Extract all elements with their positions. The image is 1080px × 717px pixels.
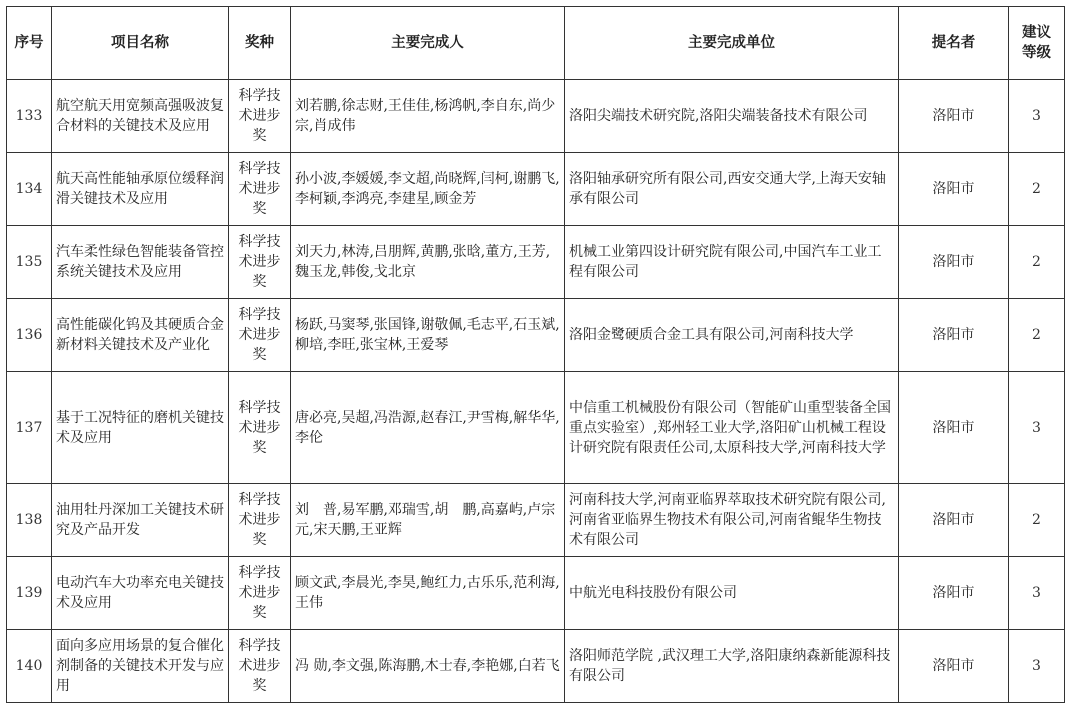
col-header-award: 奖种: [229, 7, 291, 80]
nominator: 洛阳市: [899, 226, 1009, 299]
col-header-persons: 主要完成人: [291, 7, 565, 80]
table-row: [7, 372, 1065, 484]
awards-table: [6, 6, 1065, 703]
project-name: 面向多应用场景的复合催化剂制备的关键技术开发与应用: [52, 630, 229, 703]
table-row: [7, 80, 1065, 153]
nominator: 洛阳市: [899, 80, 1009, 153]
col-header-level: 建议等级: [1009, 7, 1065, 80]
awards-table-container: [6, 6, 1065, 703]
nominator: 洛阳市: [899, 153, 1009, 226]
project-name: 基于工况特征的磨机关键技术及应用: [52, 372, 229, 484]
table-row: [7, 484, 1065, 557]
project-name: 航天高性能轴承原位缓释润滑关键技术及应用: [52, 153, 229, 226]
nominator: 洛阳市: [899, 557, 1009, 630]
table-row: [7, 226, 1065, 299]
table-row: [7, 153, 1065, 226]
suggested-level: 3: [1009, 80, 1065, 153]
suggested-level: 2: [1009, 153, 1065, 226]
row-no: 139: [7, 557, 52, 630]
row-no: 134: [7, 153, 52, 226]
award-type: 科学技术进步奖: [229, 557, 291, 630]
award-type: 科学技术进步奖: [229, 226, 291, 299]
project-name: 汽车柔性绿色智能装备管控系统关键技术及应用: [52, 226, 229, 299]
main-persons: 杨跃,马窦琴,张国锋,谢敬佩,毛志平,石玉斌,柳培,李旺,张宝林,王爱琴: [291, 299, 565, 372]
col-header-no: 序号: [7, 7, 52, 80]
main-persons: 刘天力,林涛,吕朋辉,黄鹏,张晗,董方,王芳,魏玉龙,韩俊,戈北京: [291, 226, 565, 299]
award-type: 科学技术进步奖: [229, 630, 291, 703]
suggested-level: 3: [1009, 557, 1065, 630]
nominator: 洛阳市: [899, 484, 1009, 557]
award-type: 科学技术进步奖: [229, 484, 291, 557]
main-units: 河南科技大学,河南亚临界萃取技术研究院有限公司,河南省亚临界生物技术有限公司,河南省鲲华生物技术有限公司: [565, 484, 899, 557]
project-name: 高性能碳化钨及其硬质合金新材料关键技术及产业化: [52, 299, 229, 372]
main-units: 中信重工机械股份有限公司（智能矿山重型装备全国重点实验室）,郑州轻工业大学,洛阳矿山机械工程设计研究院有限责任公司,太原科技大学,河南科技大学: [565, 372, 899, 484]
main-units: 洛阳金鹭硬质合金工具有限公司,河南科技大学: [565, 299, 899, 372]
award-type: 科学技术进步奖: [229, 372, 291, 484]
col-header-name: 项目名称: [52, 7, 229, 80]
main-persons: 唐必亮,吴超,冯浩源,赵春江,尹雪梅,解华华,李伦: [291, 372, 565, 484]
suggested-level: 2: [1009, 484, 1065, 557]
nominator: 洛阳市: [899, 630, 1009, 703]
award-type: 科学技术进步奖: [229, 80, 291, 153]
main-units: 机械工业第四设计研究院有限公司,中国汽车工业工程有限公司: [565, 226, 899, 299]
award-type: 科学技术进步奖: [229, 299, 291, 372]
main-units: 洛阳师范学院 ,武汉理工大学,洛阳康纳森新能源科技有限公司: [565, 630, 899, 703]
main-persons: 刘 普,易军鹏,邓瑞雪,胡 鹏,高嘉屿,卢宗元,宋天鹏,王亚辉: [291, 484, 565, 557]
row-no: 135: [7, 226, 52, 299]
col-header-units: 主要完成单位: [565, 7, 899, 80]
project-name: 油用牡丹深加工关键技术研究及产品开发: [52, 484, 229, 557]
header-row: [7, 7, 1065, 80]
table-row: [7, 630, 1065, 703]
nominator: 洛阳市: [899, 299, 1009, 372]
main-persons: 顾文武,李晨光,李昊,鲍红力,古乐乐,范利海,王伟: [291, 557, 565, 630]
suggested-level: 2: [1009, 226, 1065, 299]
row-no: 140: [7, 630, 52, 703]
row-no: 137: [7, 372, 52, 484]
project-name: 电动汽车大功率充电关键技术及应用: [52, 557, 229, 630]
main-units: 洛阳轴承研究所有限公司,西安交通大学,上海天安轴承有限公司: [565, 153, 899, 226]
suggested-level: 3: [1009, 630, 1065, 703]
row-no: 138: [7, 484, 52, 557]
main-persons: 孙小波,李媛媛,李文超,尚晓辉,闫柯,谢鹏飞,李柯颖,李鸿亮,李建星,顾金芳: [291, 153, 565, 226]
table-row: [7, 557, 1065, 630]
main-persons: 冯 勋,李文强,陈海鹏,木士春,李艳娜,白若飞: [291, 630, 565, 703]
main-units: 洛阳尖端技术研究院,洛阳尖端装备技术有限公司: [565, 80, 899, 153]
row-no: 136: [7, 299, 52, 372]
main-units: 中航光电科技股份有限公司: [565, 557, 899, 630]
nominator: 洛阳市: [899, 372, 1009, 484]
project-name: 航空航天用宽频高强吸波复合材料的关键技术及应用: [52, 80, 229, 153]
suggested-level: 3: [1009, 372, 1065, 484]
table-row: [7, 299, 1065, 372]
suggested-level: 2: [1009, 299, 1065, 372]
row-no: 133: [7, 80, 52, 153]
award-type: 科学技术进步奖: [229, 153, 291, 226]
col-header-nominator: 提名者: [899, 7, 1009, 80]
main-persons: 刘若鹏,徐志财,王佳佳,杨鸿帆,李自东,尚少宗,肖成伟: [291, 80, 565, 153]
